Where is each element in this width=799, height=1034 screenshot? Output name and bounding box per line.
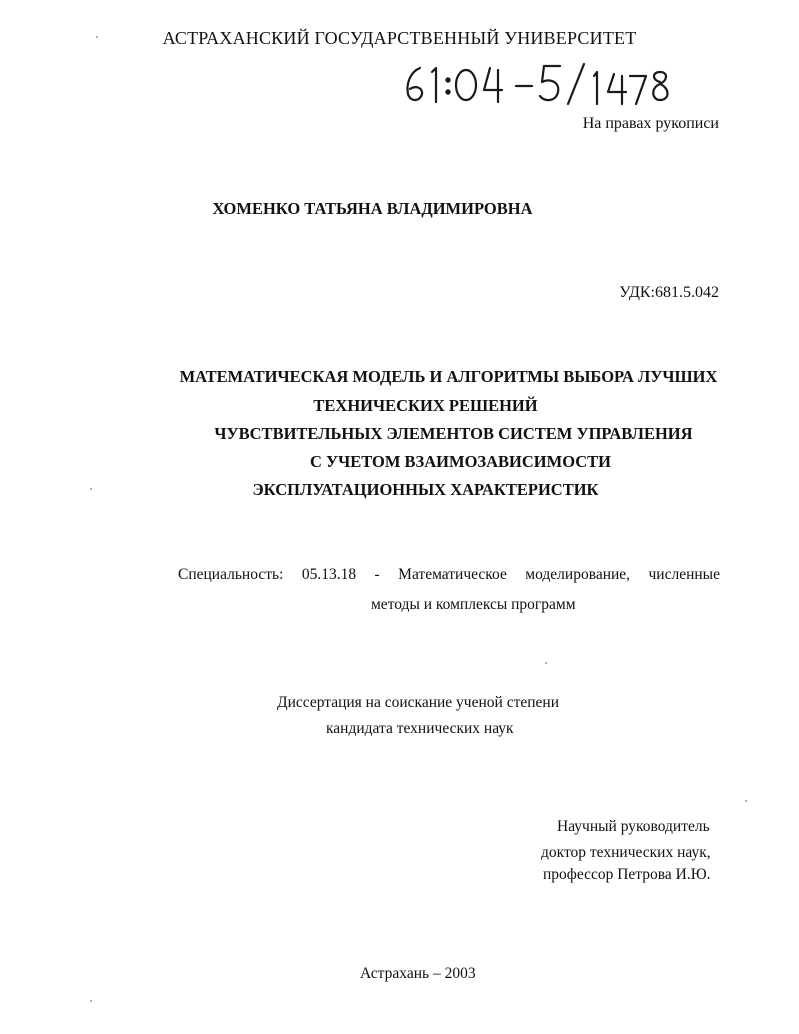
supervisor-line-3: профессор Петрова И.Ю. [543,866,711,883]
dissertation-line-1: Диссертация на соискание ученой степени [277,694,559,711]
dissertation-line-2: кандидата технических наук [326,720,514,737]
specialty-code: 05.13.18 [301,566,357,583]
specialty-word-2: моделирование, [525,566,631,583]
supervisor-line-2: доктор технических наук, [541,844,711,861]
title-line-3: ЧУВСТВИТЕЛЬНЫХ ЭЛЕМЕНТОВ СИСТЕМ УПРАВЛЕНИЯ [214,424,693,443]
scan-speck [90,1000,92,1002]
title-line-4: С УЧЕТОМ ВЗАИМОЗАВИСИМОСТИ [309,452,612,471]
specialty-word-3: численные [648,566,720,583]
specialty-continuation: методы и комплексы программ [371,596,576,613]
udk-code: УДК:681.5.042 [619,284,719,301]
scan-speck [96,36,98,38]
rights-note: На правах рукописи [582,115,719,132]
author-name: ХОМЕНКО ТАТЬЯНА ВЛАДИМИРОВНА [212,199,533,218]
specialty-dash: - [374,566,380,583]
title-line-1: МАТЕМАТИЧЕСКАЯ МОДЕЛЬ И АЛГОРИТМЫ ВЫБОРА ЛУЧШИХ [179,367,718,386]
scan-speck [545,662,547,664]
handwritten-archive-code [398,58,688,110]
title-line-2: ТЕХНИЧЕСКИХ РЕШЕНИЙ [313,396,538,415]
specialty-word-1: Математическое [398,566,507,583]
specialty-label: Специальность: [178,566,284,583]
place-and-year: Астрахань – 2003 [360,965,476,982]
supervisor-line-1: Научный руководитель [557,818,710,835]
specialty-row [178,566,720,584]
scan-speck [90,488,92,490]
university-name: АСТРАХАНСКИЙ ГОСУДАРСТВЕННЫЙ УНИВЕРСИТЕТ [162,28,637,48]
title-line-5: ЭКСПЛУАТАЦИОННЫХ ХАРАКТЕРИСТИК [252,480,599,499]
scan-speck [745,800,747,802]
